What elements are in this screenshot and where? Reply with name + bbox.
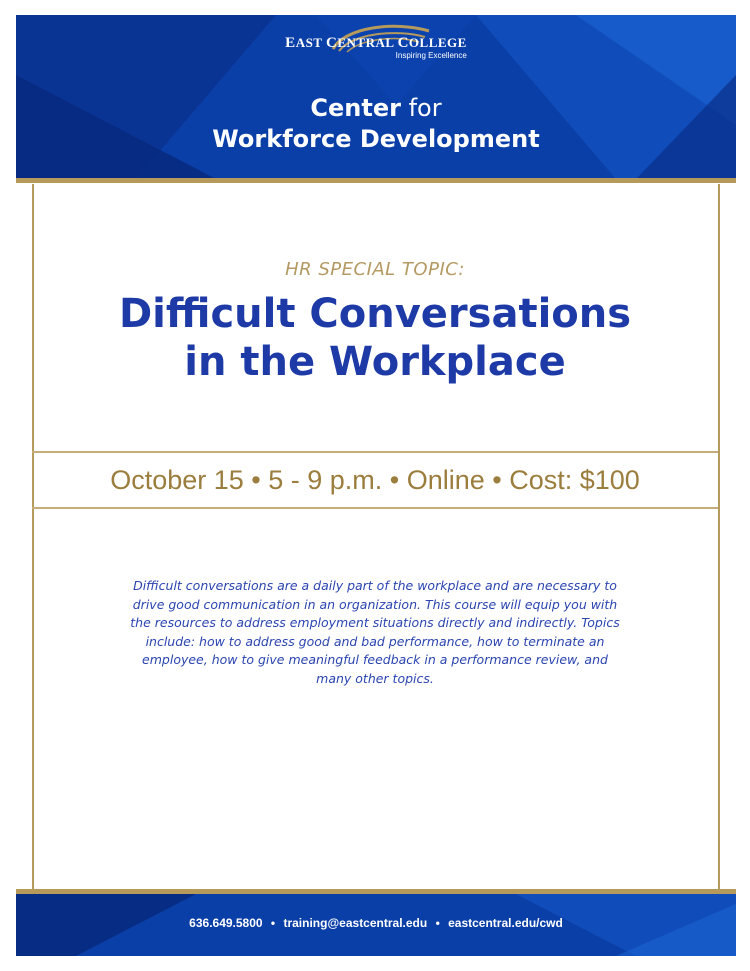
title-bold: Center xyxy=(310,94,401,122)
topic-label: HR SPECIAL TOPIC: xyxy=(285,259,465,280)
footer-banner xyxy=(16,894,736,956)
footer-separator: • xyxy=(270,916,276,930)
contact-info xyxy=(16,916,736,930)
phone-number[interactable]: 636.649.5800 xyxy=(189,916,263,930)
title-light: for xyxy=(408,94,442,122)
college-tagline: Inspiring Excellence xyxy=(395,51,467,60)
course-description: Difficult conversations are a daily part of the workplace and are necessary to drive good communication in an organization. This course will equip you with the resources to address employment situations directly and indirectly. Topics include: how to address good and bad performance, how to terminate an employee, how to give meaningful feedback in a performance review, and many other topics. xyxy=(130,578,620,686)
college-logo[interactable] xyxy=(16,35,736,63)
department-title xyxy=(16,93,736,155)
event-details-band xyxy=(32,451,718,509)
course-title xyxy=(0,290,750,386)
footer-separator: • xyxy=(435,916,440,930)
header-banner xyxy=(16,15,736,179)
course-title-line1: Difficult Conversations xyxy=(118,291,632,337)
course-title-line2: in the Workplace xyxy=(184,339,566,385)
website-link[interactable]: eastcentral.edu/cwd xyxy=(448,916,563,930)
header-divider xyxy=(16,178,736,183)
email-link[interactable]: training@eastcentral.edu xyxy=(283,916,428,930)
college-name: EAST CENTRAL COLLEGE xyxy=(285,35,467,51)
title-line2: Workforce Development xyxy=(212,125,540,153)
event-details: October 15 • 5 - 9 p.m. • Online • Cost: $100 xyxy=(110,465,640,495)
